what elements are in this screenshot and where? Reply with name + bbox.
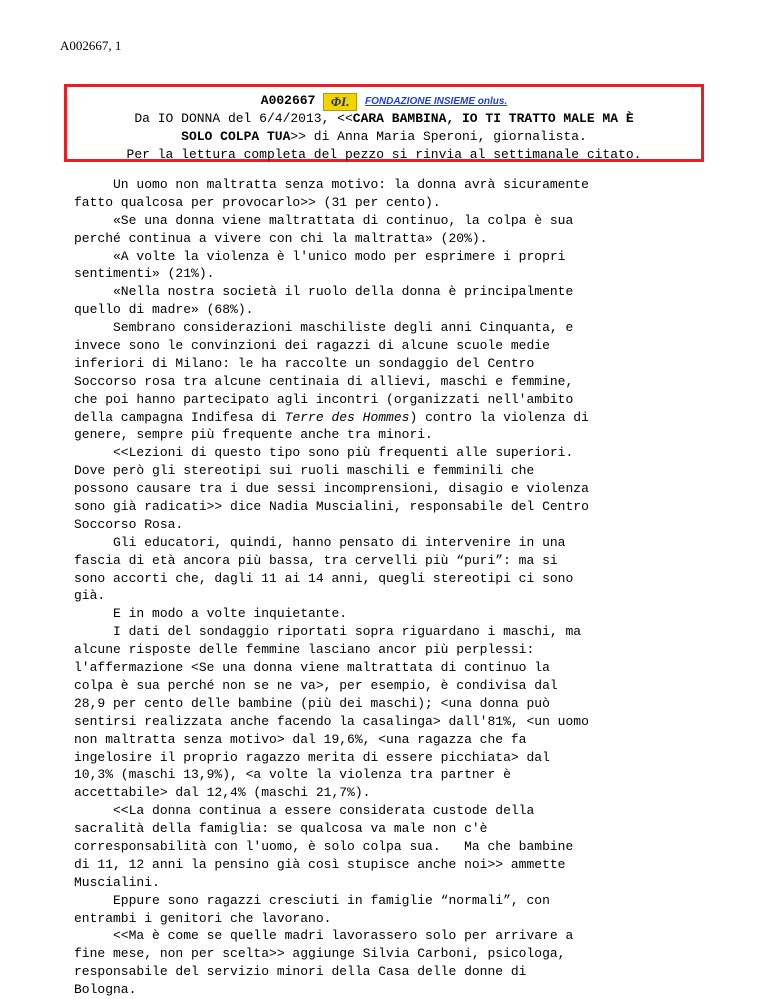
page-header-code: A002667, 1 — [60, 38, 122, 53]
text-line: già. — [74, 588, 106, 604]
text-line: fine mese, non per scelta>> aggiunge Silvia Carboni, psicologa, — [74, 946, 566, 962]
box-title-line — [67, 93, 701, 111]
text-line: «A volte la violenza è l'unico modo per esprimere i propri — [74, 248, 566, 264]
article-title-part2: SOLO COLPA TUA — [181, 129, 291, 144]
text-line: <<Lezioni di questo tipo sono più frequenti alle superiori. — [74, 445, 574, 461]
text-line: Dove però gli stereotipi sui ruoli maschili e femminili che — [74, 463, 535, 479]
text-line: <<La donna continua a essere considerata custode della — [74, 803, 535, 819]
text-line: corresponsabilità con l'uomo, è solo colpa sua. Ma che bambine — [74, 838, 574, 854]
foundation-link[interactable]: FONDAZIONE INSIEME onlus. — [365, 96, 508, 107]
article-body — [74, 176, 694, 999]
text-line: Soccorso rosa tra alcune centinaia di allievi, maschi e femmine, — [74, 373, 574, 389]
text-line: accettabile> dal 12,4% (maschi 21,7%). — [74, 785, 371, 801]
text-line: di 11, 12 anni la pensino già così stupisce anche noi>> ammette — [74, 856, 566, 872]
text-line: ingelosire il proprio ragazzo merita di essere picchiata> dal — [74, 749, 550, 765]
text-line: sentirsi realizzata anche facendo la casalinga> dall'81%, <un uomo — [74, 713, 589, 729]
text-line: l'affermazione <Se una donna viene maltrattata di continuo la — [74, 660, 550, 676]
text-line: I dati del sondaggio riportati sopra riguardano i maschi, ma — [74, 624, 582, 640]
text-line: sacralità della famiglia: se qualcosa va male non c'è — [74, 821, 488, 837]
text-line: quello di madre» (68%). — [74, 302, 254, 318]
text-line: <<Ma è come se quelle madri lavorassero solo per arrivare a — [74, 928, 574, 944]
box-reference-note: Per la lettura completa del pezzo si rinvia al settimanale citato. — [126, 147, 642, 162]
document-code: A002667 — [260, 93, 316, 108]
author-suffix: >> di Anna Maria Speroni, giornalista. — [290, 129, 587, 144]
text-line: Sembrano considerazioni maschiliste degli anni Cinquanta, e — [74, 320, 574, 336]
foundation-logo: ΦI. — [323, 93, 357, 111]
text-segment: ) contro la violenza di — [409, 409, 589, 425]
text-line: 10,3% (maschi 13,9%), <a volte la violenza tra partner è — [74, 767, 511, 783]
text-line: Bologna. — [74, 982, 137, 998]
text-line: possono causare tra i due sessi incomprensioni, disagio e violenza — [74, 481, 589, 497]
text-line: fascia di età ancora più bassa, tra cervelli più “puri”: ma si — [74, 552, 558, 568]
text-line: Gli educatori, quindi, hanno pensato di intervenire in una — [74, 534, 566, 550]
box-author-line — [67, 129, 701, 144]
text-line: «Se una donna viene maltrattata di continuo, la colpa è sua — [74, 212, 574, 228]
text-line: responsabile del servizio minori della Casa delle donne di — [74, 964, 527, 980]
text-segment: della campagna Indifesa di — [74, 409, 285, 425]
text-line: genere, sempre più frequente anche tra minori. — [74, 427, 433, 443]
text-line: invece sono le convinzioni dei ragazzi di alcune scuole medie — [74, 338, 550, 354]
source-prefix: Da IO DONNA del 6/4/2013, << — [134, 111, 353, 126]
text-line: non maltratta senza motivo> dal 19,6%, <una ragazza che fa — [74, 731, 527, 747]
box-source-line — [67, 111, 701, 126]
text-line: colpa è sua perché non se ne va>, per esempio, è condivisa dal — [74, 677, 558, 693]
text-line: sentimenti» (21%). — [74, 266, 215, 282]
text-line: Eppure sono ragazzi cresciuti in famiglie “normali”, con — [74, 892, 550, 908]
text-line: inferiori di Milano: le ha raccolte un sondaggio del Centro — [74, 355, 535, 371]
text-line: alcune risposte delle femmine lasciano ancor più perplessi: — [74, 642, 535, 658]
text-line: Un uomo non maltratta senza motivo: la donna avrà sicuramente — [74, 177, 589, 192]
text-line: fatto qualcosa per provocarlo>> (31 per cento). — [74, 194, 441, 210]
text-line: 28,9 per cento delle bambine (più dei maschi); <una donna può — [74, 695, 550, 711]
text-line: sono già radicati>> dice Nadia Muscialini, responsabile del Centro — [74, 499, 589, 515]
text-line: «Nella nostra società il ruolo della donna è principalmente — [74, 284, 574, 300]
text-line: perché continua a vivere con chi la maltratta» (20%). — [74, 230, 488, 246]
text-line: Soccorso Rosa. — [74, 516, 184, 532]
text-line-with-italic — [74, 409, 694, 427]
text-line: Muscialini. — [74, 874, 160, 890]
italic-organization-name: Terre des Hommes — [284, 409, 410, 425]
text-line: entrambi i genitori che lavorano. — [74, 910, 332, 926]
text-line: E in modo a volte inquietante. — [74, 606, 348, 622]
text-line: sono accorti che, dagli 11 ai 14 anni, quegli stereotipi ci sono — [74, 570, 574, 586]
text-line: che poi hanno partecipato agli incontri (organizzati nell'ambito — [74, 391, 574, 407]
article-title-part1: CARA BAMBINA, IO TI TRATTO MALE MA È — [352, 111, 634, 126]
article-reference-box — [64, 84, 704, 162]
